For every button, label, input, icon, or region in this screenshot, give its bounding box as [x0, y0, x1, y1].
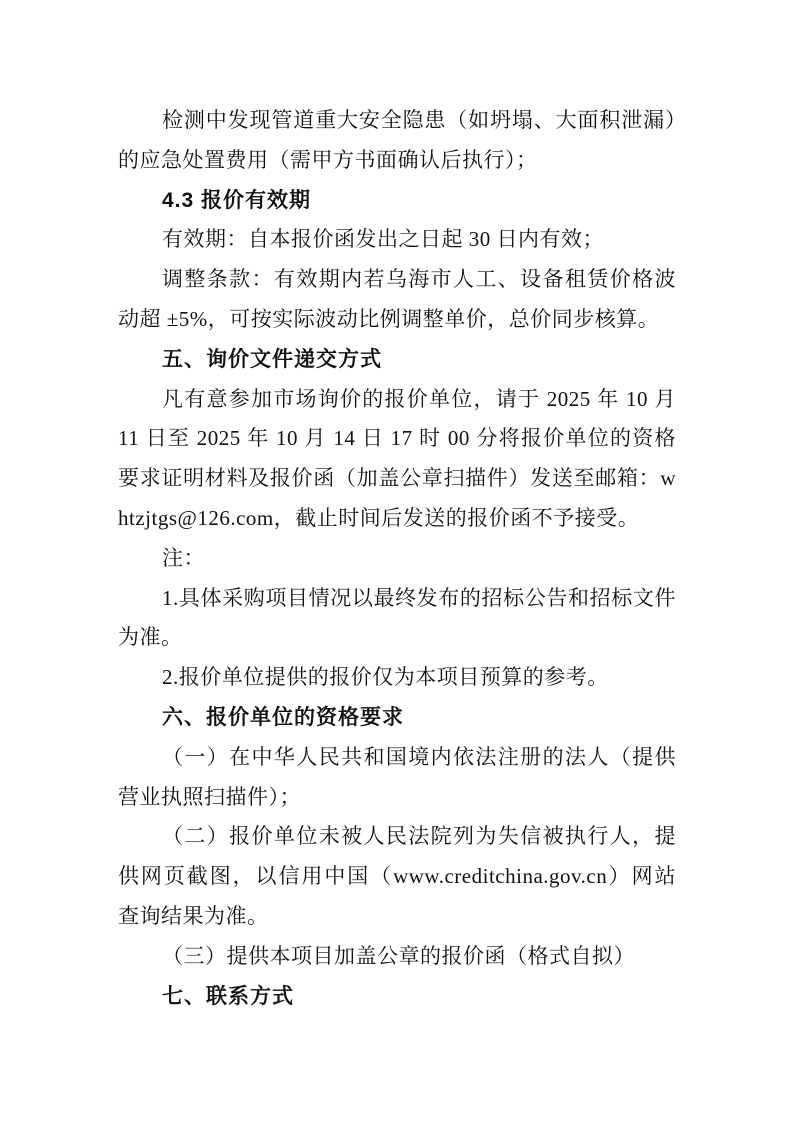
para-note-2: 2.报价单位提供的报价仅为本项目预算的参考。 — [162, 665, 609, 690]
para-submission-instructions: 凡有意参加市场询价的报价单位，请于 2025 年 10 月 11 日至 2025 年 10 月 14 日 17 时 00 分将报价单位的资格要求证明材料及报价函（加盖公章扫描件）发送至邮箱：whtzjtgs@126.com，截止时间后发送的报价函不予接受。 — [118, 386, 676, 530]
para-qualification-1: （一）在中华人民共和国境内依法注册的法人（提供营业执照扫描件）； — [118, 744, 676, 809]
para-validity-period: 有效期：自本报价函发出之日起 30 日内有效； — [162, 227, 604, 252]
para-note-1: 1.具体采购项目情况以最终发布的招标公告和招标文件为准。 — [118, 585, 676, 650]
para-qualification-2: （二）报价单位未被人民法院列为失信被执行人，提供网页截图，以信用中国（www.creditchina.gov.cn）网站查询结果为准。 — [118, 824, 676, 928]
heading-6-qualification-requirements: 六、报价单位的资格要求 — [162, 705, 404, 729]
heading-4-3-quote-validity: 4.3 报价有效期 — [162, 188, 312, 212]
para-emergency-disposal-cost: 检测中发现管道重大安全隐患（如坍塌、大面积泄漏）的应急处置费用（需甲方书面确认后执行）； — [118, 108, 676, 172]
para-qualification-3: （三）提供本项目加盖公章的报价函（格式自拟） — [162, 943, 635, 968]
para-note-label: 注： — [162, 545, 205, 570]
heading-7-contact-info: 七、联系方式 — [162, 984, 294, 1008]
document-text-block — [118, 101, 676, 1016]
para-adjustment-clause: 调整条款：有效期内若乌海市人工、设备租赁价格波动超 ±5%，可按实际波动比例调整单价，总价同步核算。 — [118, 267, 676, 331]
heading-5-submission-method: 五、询价文件递交方式 — [162, 347, 382, 371]
